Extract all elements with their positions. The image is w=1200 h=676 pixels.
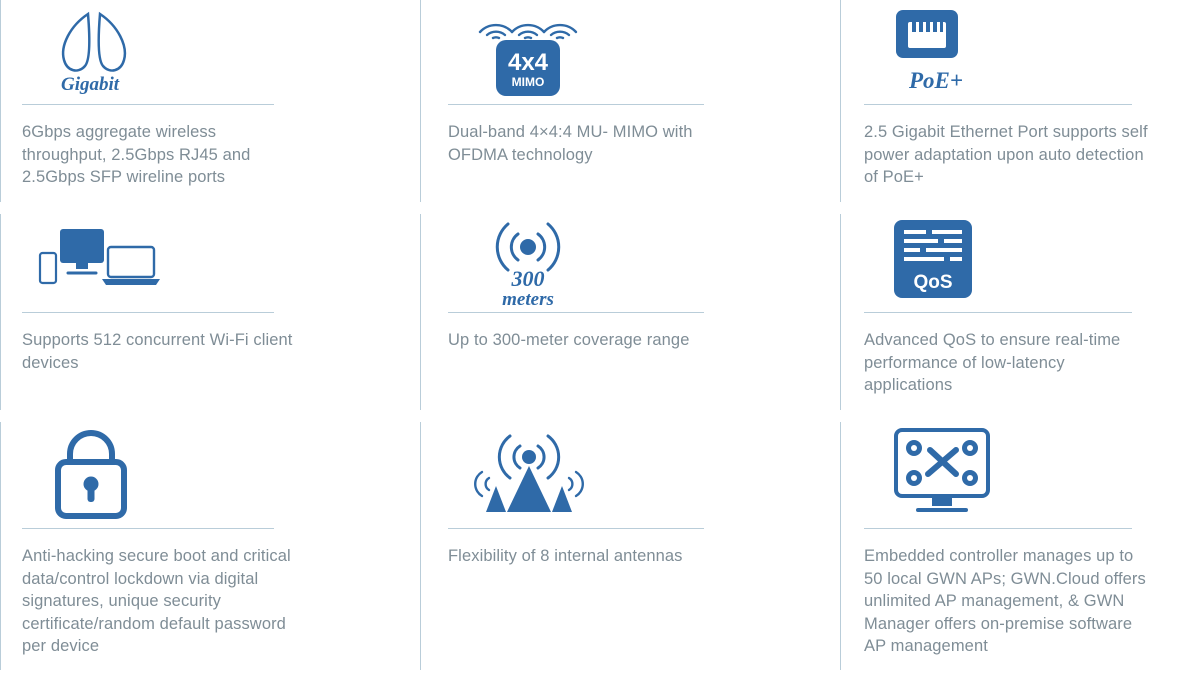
- svg-text:Gigabit: Gigabit: [60, 74, 120, 95]
- vertical-rule: [0, 0, 1, 202]
- vertical-rule: [420, 0, 421, 202]
- padlock-icon: [22, 416, 420, 528]
- feature-text: Dual-band 4×4:4 MU- MIMO with OFDMA technology: [448, 123, 693, 164]
- svg-text:300: 300: [511, 266, 545, 291]
- vertical-rule: [420, 214, 421, 410]
- vertical-rule: [0, 214, 1, 410]
- vertical-rule: [840, 0, 841, 202]
- feature-text: Up to 300-meter coverage range: [448, 331, 690, 349]
- feature-card-controller: [840, 416, 1200, 676]
- antenna-towers-icon: [448, 416, 840, 528]
- feature-card-clients: [0, 208, 420, 416]
- vertical-rule: [840, 422, 841, 670]
- feature-card-mimo: [420, 0, 840, 208]
- vertical-rule: [420, 422, 421, 670]
- feature-card-coverage: [420, 208, 840, 416]
- svg-text:MIMO: MIMO: [511, 75, 545, 89]
- feature-text: 2.5 Gigabit Ethernet Port supports self power adaptation upon auto detection of PoE+: [864, 123, 1148, 186]
- feature-card-security: [0, 416, 420, 676]
- feature-text: 6Gbps aggregate wireless throughput, 2.5Gbps RJ45 and 2.5Gbps SFP wireline ports: [22, 123, 251, 186]
- multi-device-icon: [22, 208, 420, 312]
- signal-range-icon: [448, 208, 840, 312]
- vertical-rule: [0, 422, 1, 670]
- svg-text:4x4: 4x4: [507, 49, 549, 76]
- 4x4-mimo-icon: [448, 0, 840, 104]
- feature-card-gigabit: [0, 0, 420, 208]
- feature-card-antennas: [420, 416, 840, 676]
- svg-text:PoE+: PoE+: [909, 68, 963, 93]
- feature-card-poe: [840, 0, 1200, 208]
- feature-text: Supports 512 concurrent Wi-Fi client devices: [22, 331, 293, 372]
- vertical-rule: [840, 214, 841, 410]
- feature-text: Embedded controller manages up to 50 local GWN APs; GWN.Cloud offers unlimited AP management, & GWN Manager offers on-premise software AP management: [864, 547, 1146, 655]
- svg-text:QoS: QoS: [913, 272, 953, 293]
- monitor-tools-icon: [864, 416, 1200, 528]
- feature-text: Flexibility of 8 internal antennas: [448, 547, 683, 565]
- feature-text: Anti-hacking secure boot and critical data/control lockdown via digital signatures, unique security certificate/random default password per device: [22, 547, 291, 655]
- qos-equalizer-icon: [864, 208, 1200, 312]
- feature-text: Advanced QoS to ensure real-time performance of low-latency applications: [864, 331, 1121, 394]
- gigabit-wireless-icon: [22, 0, 420, 104]
- poe-plus-port-icon: [864, 0, 1200, 104]
- svg-text:meters: meters: [502, 289, 554, 310]
- feature-card-qos: [840, 208, 1200, 416]
